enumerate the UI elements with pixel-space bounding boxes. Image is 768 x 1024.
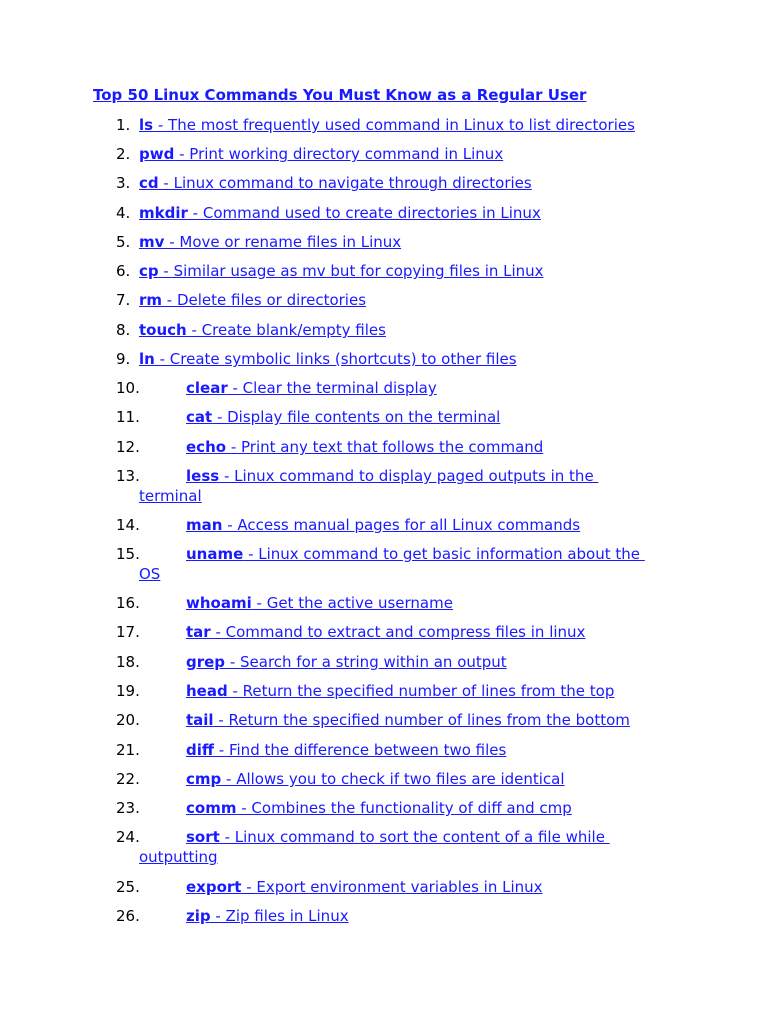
command-description: - Display file contents on the terminal xyxy=(212,408,501,426)
list-item-number: 10. xyxy=(116,379,140,397)
command-link[interactable] xyxy=(186,682,614,700)
command-name: grep xyxy=(186,653,226,671)
list-item xyxy=(0,741,768,763)
command-name: pwd xyxy=(139,145,175,163)
list-item-number: 6. xyxy=(116,262,131,280)
command-link[interactable] xyxy=(186,545,645,563)
command-description: - Linux command to get basic information about the xyxy=(243,545,645,563)
command-name: cd xyxy=(139,174,159,192)
command-name: zip xyxy=(186,907,211,925)
command-link[interactable] xyxy=(186,828,610,846)
command-description: - Linux command to navigate through directories xyxy=(158,174,532,192)
command-link[interactable] xyxy=(139,291,366,309)
command-name: export xyxy=(186,878,242,896)
list-item xyxy=(0,770,768,792)
command-name: mkdir xyxy=(139,204,188,222)
list-item-number: 20. xyxy=(116,711,140,729)
command-name: tail xyxy=(186,711,214,729)
command-name: tar xyxy=(186,623,211,641)
command-description: - Create blank/empty files xyxy=(186,321,386,339)
list-item-number: 1. xyxy=(116,116,131,134)
command-link[interactable] xyxy=(139,321,386,339)
command-link[interactable] xyxy=(186,379,437,397)
list-item xyxy=(0,907,768,929)
command-link[interactable] xyxy=(186,770,565,788)
command-name: rm xyxy=(139,291,163,309)
list-item-number: 4. xyxy=(116,204,131,222)
command-description: - Search for a string within an output xyxy=(225,653,507,671)
command-description: - Delete files or directories xyxy=(162,291,367,309)
command-description: - Export environment variables in Linux xyxy=(241,878,543,896)
list-item xyxy=(0,350,768,372)
list-item-number: 23. xyxy=(116,799,140,817)
list-item xyxy=(0,516,768,538)
command-name: cp xyxy=(139,262,159,280)
list-item-number: 12. xyxy=(116,438,140,456)
list-item xyxy=(0,291,768,313)
command-description: - Print any text that follows the command xyxy=(226,438,544,456)
list-item-number: 11. xyxy=(116,408,140,426)
list-item-number: 8. xyxy=(116,321,131,339)
command-link[interactable] xyxy=(139,262,544,280)
command-description: - Similar usage as mv but for copying files in Linux xyxy=(158,262,544,280)
list-item-number: 3. xyxy=(116,174,131,192)
command-name: whoami xyxy=(186,594,252,612)
command-description: - Get the active username xyxy=(251,594,453,612)
command-description: - Access manual pages for all Linux commands xyxy=(222,516,581,534)
command-name: ln xyxy=(139,350,155,368)
command-name: mv xyxy=(139,233,165,251)
command-description: - Clear the terminal display xyxy=(227,379,437,397)
command-description: - Move or rename files in Linux xyxy=(164,233,402,251)
command-description: - Command to extract and compress files in linux xyxy=(210,623,586,641)
list-item-number: 5. xyxy=(116,233,131,251)
list-item xyxy=(0,828,768,866)
list-item xyxy=(0,623,768,645)
command-name: diff xyxy=(186,741,215,759)
command-description: - Linux command to display paged outputs in the xyxy=(219,467,599,485)
command-link[interactable] xyxy=(186,438,543,456)
list-item-number: 7. xyxy=(116,291,131,309)
command-link[interactable] xyxy=(139,204,541,222)
list-item xyxy=(0,174,768,196)
list-item-number: 21. xyxy=(116,741,140,759)
list-item-number: 14. xyxy=(116,516,140,534)
command-name: touch xyxy=(139,321,187,339)
document-title-link[interactable]: Top 50 Linux Commands You Must Know as a Regular User xyxy=(93,86,587,104)
list-item xyxy=(0,653,768,675)
command-description: - Zip files in Linux xyxy=(210,907,349,925)
command-link[interactable] xyxy=(139,174,532,192)
list-item xyxy=(0,145,768,167)
command-link[interactable] xyxy=(186,516,580,534)
command-name: head xyxy=(186,682,228,700)
list-item-number: 15. xyxy=(116,545,140,563)
command-description-continued[interactable]: OS xyxy=(139,565,161,583)
list-item xyxy=(0,204,768,226)
list-item xyxy=(0,262,768,284)
command-name: uname xyxy=(186,545,244,563)
command-link[interactable] xyxy=(186,711,630,729)
list-item-number: 17. xyxy=(116,623,140,641)
command-description: - Find the difference between two files xyxy=(214,741,507,759)
list-item xyxy=(0,116,768,138)
list-item xyxy=(0,594,768,616)
command-link[interactable] xyxy=(186,594,453,612)
command-name: comm xyxy=(186,799,237,817)
command-link[interactable] xyxy=(186,623,585,641)
command-link[interactable] xyxy=(186,878,543,896)
command-description: - Linux command to sort the content of a file while xyxy=(219,828,610,846)
command-name: cmp xyxy=(186,770,222,788)
command-link[interactable] xyxy=(186,907,349,925)
command-description: - Return the specified number of lines from the bottom xyxy=(213,711,630,729)
list-item-number: 13. xyxy=(116,467,140,485)
command-link[interactable] xyxy=(139,116,635,134)
list-item xyxy=(0,878,768,900)
command-link[interactable] xyxy=(139,145,503,163)
list-item-number: 22. xyxy=(116,770,140,788)
command-description: - Print working directory command in Linux xyxy=(174,145,504,163)
command-description: - Combines the functionality of diff and cmp xyxy=(236,799,572,817)
command-name: less xyxy=(186,467,220,485)
command-link[interactable] xyxy=(186,741,506,759)
command-description-continued[interactable]: outputting xyxy=(139,848,218,866)
command-description: - Command used to create directories in Linux xyxy=(187,204,541,222)
command-name: clear xyxy=(186,379,228,397)
list-item xyxy=(0,682,768,704)
command-description: - Create symbolic links (shortcuts) to other files xyxy=(154,350,517,368)
command-description: - The most frequently used command in Linux to list directories xyxy=(153,116,635,134)
list-item xyxy=(0,799,768,821)
list-item xyxy=(0,233,768,255)
list-item xyxy=(0,545,768,583)
list-item xyxy=(0,467,768,505)
list-item xyxy=(0,379,768,401)
list-item-number: 25. xyxy=(116,878,140,896)
list-item-number: 16. xyxy=(116,594,140,612)
command-link[interactable] xyxy=(186,653,507,671)
command-name: echo xyxy=(186,438,227,456)
command-name: man xyxy=(186,516,223,534)
command-link[interactable] xyxy=(139,350,517,368)
command-link[interactable] xyxy=(186,799,572,817)
list-item xyxy=(0,321,768,343)
list-item-number: 9. xyxy=(116,350,131,368)
command-name: cat xyxy=(186,408,213,426)
list-item-number: 2. xyxy=(116,145,131,163)
list-item-number: 26. xyxy=(116,907,140,925)
list-item xyxy=(0,438,768,460)
command-name: ls xyxy=(139,116,154,134)
list-item xyxy=(0,408,768,430)
list-item-number: 19. xyxy=(116,682,140,700)
command-link[interactable] xyxy=(186,467,598,485)
list-item-number: 18. xyxy=(116,653,140,671)
command-link[interactable] xyxy=(186,408,500,426)
command-description: - Allows you to check if two files are identical xyxy=(221,770,565,788)
command-link[interactable] xyxy=(139,233,401,251)
list-item xyxy=(0,711,768,733)
command-description: - Return the specified number of lines from the top xyxy=(227,682,615,700)
command-name: sort xyxy=(186,828,220,846)
command-description-continued[interactable]: terminal xyxy=(139,487,202,505)
list-item-number: 24. xyxy=(116,828,140,846)
